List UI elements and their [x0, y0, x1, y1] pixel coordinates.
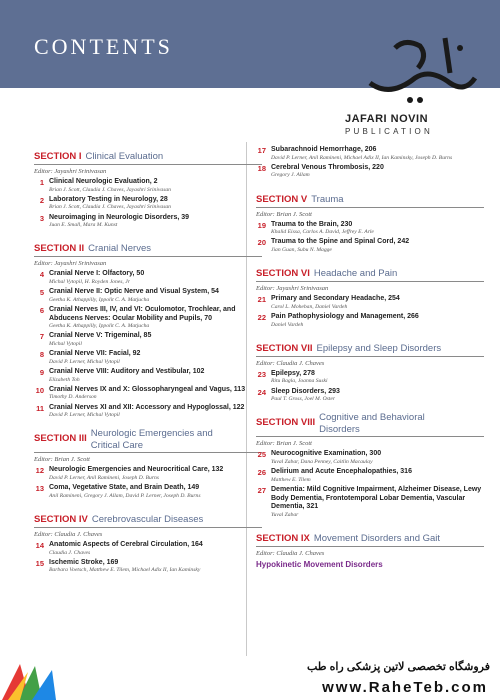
- page-title: CONTENTS: [34, 34, 173, 59]
- chapter-title: [271, 164, 484, 173]
- chapter-entry[interactable]: [256, 388, 484, 404]
- chapter-authors: Daniel Vardeh: [271, 321, 304, 328]
- chapter-authors: Yuval Zabar: [271, 511, 299, 518]
- chapter-entry[interactable]: [256, 468, 484, 484]
- section-number: SECTION IX: [256, 532, 310, 544]
- chapter-title-text: Anatomic Aspects of Cerebral Circulation,: [49, 540, 190, 548]
- chapter-page: 321: [306, 503, 319, 511]
- section-heading: [34, 428, 262, 453]
- section-number: SECTION VIII: [256, 417, 316, 429]
- chapter-entry[interactable]: [256, 370, 484, 386]
- chapter-page: 164: [191, 540, 203, 548]
- section-heading: [256, 528, 484, 547]
- chapter-title: [271, 370, 484, 379]
- section-spacer: [256, 331, 484, 338]
- chapter-page: 2: [153, 178, 158, 185]
- chapter-number: 12: [35, 466, 44, 476]
- section-heading: [256, 338, 484, 357]
- section-title: Neurologic Emergencies and Critical Care: [90, 428, 213, 452]
- store-name: فروشگاه تخصصی لاتین پزشکی راه طب: [306, 661, 490, 673]
- chapter-page: 220: [372, 163, 384, 171]
- section-heading: [256, 189, 484, 208]
- section-heading: [256, 412, 484, 437]
- chapter-title: [49, 196, 262, 205]
- chapter-title-text: Cranial Nerve VII: Facial,: [49, 350, 131, 358]
- chapter-entry[interactable]: [256, 486, 484, 519]
- chapter-entry[interactable]: [34, 306, 262, 330]
- chapter-number: 14: [35, 540, 44, 550]
- section-editor: Editor: Brian J. Scott: [34, 456, 90, 464]
- chapter-number: 6: [39, 305, 44, 315]
- chapter-entry[interactable]: [34, 270, 262, 286]
- chapter-page: 28: [159, 195, 168, 203]
- chapter-number: 18: [257, 163, 266, 173]
- chapter-entry[interactable]: [34, 541, 262, 557]
- chapter-title-text: Clinical Neurologic Evaluation,: [49, 178, 152, 185]
- chapter-authors: Jian Guan, Subu N. Magge: [271, 246, 332, 253]
- section-number: SECTION III: [34, 433, 87, 445]
- chapter-page: 102: [192, 367, 205, 375]
- chapter-title: [271, 450, 484, 459]
- section-spacer: [256, 405, 484, 412]
- chapter-title-text: Dementia: Mild Cognitive Impairment, Alzheimer Disease, Lewy Body Dementia, Frontotemporal Lobar Dementia, Vascular Dementia,: [271, 485, 482, 511]
- chapter-page: 70: [204, 314, 213, 322]
- chapter-page: 230: [340, 220, 353, 228]
- chapter-number: 19: [257, 220, 266, 230]
- chapter-page: 316: [400, 468, 412, 476]
- chapter-entry[interactable]: [256, 221, 484, 237]
- chapter-title: [49, 214, 262, 223]
- section-number: SECTION VII: [256, 342, 313, 354]
- chapter-title: [49, 386, 262, 395]
- section-title: Trauma: [311, 193, 344, 205]
- chapter-entry[interactable]: [34, 178, 262, 194]
- chapter-entry[interactable]: [34, 288, 262, 304]
- chapter-entry[interactable]: [34, 559, 262, 575]
- chapter-title: [49, 270, 262, 279]
- chapter-entry[interactable]: [256, 238, 484, 254]
- chapter-title: [49, 288, 262, 297]
- section-heading: [34, 509, 262, 528]
- chapter-number: 3: [39, 213, 44, 223]
- section-title: Cerebrovascular Diseases: [91, 513, 204, 525]
- chapter-title-text: Coma, Vegetative State, and Brain Death,: [49, 484, 186, 492]
- chapter-page: 278: [303, 369, 315, 377]
- section-title: Movement Disorders and Gait: [313, 532, 441, 544]
- chapter-number: 9: [39, 367, 44, 377]
- chapter-title-text: Pain Pathophysiology and Management,: [271, 312, 406, 320]
- chapter-entry[interactable]: [34, 332, 262, 348]
- fan-decoration-icon: [0, 662, 60, 700]
- chapter-title-text: Primary and Secondary Headache,: [271, 295, 387, 303]
- chapter-authors: Michal Vytopil, H. Royden Jones, Jr: [49, 278, 130, 285]
- chapter-authors: Carol L. Moheban, Daniel Vardeh: [271, 303, 348, 310]
- section-number: SECTION V: [256, 193, 308, 205]
- chapter-authors: Timothy D. Anderson: [49, 394, 97, 401]
- chapter-number: 23: [257, 369, 266, 379]
- chapter-number: 17: [257, 146, 266, 155]
- chapter-number: 22: [257, 312, 266, 322]
- chapter-authors: David P. Lerner, Michal Vytopil: [49, 412, 120, 419]
- chapter-authors: Brian J. Scott, Claudia J. Chaves, Jayashri Srinivasan: [49, 204, 171, 211]
- section-editor: Editor: Jayashri Srinivasan: [256, 285, 329, 293]
- publisher-logo-icon: [350, 28, 480, 108]
- chapter-authors: Gregory J. Allam: [271, 172, 310, 179]
- chapter-authors: Geetha K. Athappilly, Ippolit C. A. Matjucha: [49, 323, 150, 330]
- chapter-entry[interactable]: [34, 350, 262, 366]
- section-editor: Editor: Jayashri Srinivasan: [34, 168, 107, 175]
- chapter-title-text: Laboratory Testing in Neurology,: [49, 195, 159, 203]
- chapter-authors: Brian J. Scott, Claudia J. Chaves, Jayashri Srinivasan: [49, 186, 171, 193]
- chapter-authors: Geetha K. Athappilly, Ippolit C. A. Matjucha: [49, 296, 150, 303]
- section-heading: [34, 238, 262, 257]
- chapter-number: 21: [257, 295, 266, 305]
- chapter-number: 5: [39, 288, 44, 298]
- chapter-title: [49, 559, 262, 568]
- chapter-title-text: Cranial Nerve II: Optic Nerve and Visual System,: [49, 288, 210, 296]
- chapter-page: 50: [136, 270, 145, 278]
- section-number: SECTION IV: [34, 513, 88, 525]
- section-spacer: [256, 256, 484, 263]
- chapter-title-text: Cranial Nerve V: Trigeminal,: [49, 332, 142, 340]
- chapter-number: 15: [35, 558, 44, 568]
- chapter-authors: Paul T. Gross, Joel M. Oster: [271, 396, 336, 403]
- chapter-title: [271, 295, 484, 304]
- chapter-authors: Matthew E. Tilem: [271, 476, 311, 483]
- chapter-authors: Ritu Bagla, Joanna Suski: [271, 378, 328, 385]
- chapter-page: 85: [143, 332, 152, 340]
- chapter-title: [49, 350, 262, 359]
- section-spacer: [256, 521, 484, 528]
- chapter-title-text: Epilepsy,: [271, 369, 302, 377]
- chapter-entry[interactable]: [34, 368, 262, 384]
- chapter-page: 206: [364, 146, 377, 153]
- section-title: Clinical Evaluation: [85, 151, 164, 162]
- chapter-title-text: Cranial Nerves III, IV, and VI: Oculomotor, Trochlear, and Abducens Nerves: Ocular Mobility and Pupils,: [49, 305, 236, 322]
- chapter-title: [271, 388, 484, 397]
- chapter-authors: Juan E. Small, Mara M. Kunst: [49, 222, 118, 229]
- chapter-number: 24: [257, 387, 266, 397]
- section-editor: Editor: Claudia J. Chaves: [256, 549, 325, 557]
- chapter-number: 27: [257, 485, 266, 495]
- chapter-authors: Elizabeth Toh: [49, 376, 80, 383]
- chapter-authors: David P. Lerner, Michal Vytopil: [49, 358, 120, 365]
- publisher-subtitle: PUBLICATION: [345, 127, 433, 136]
- chapter-title-text: Neurologic Emergencies and Neurocritical Care,: [49, 466, 210, 474]
- chapter-entry[interactable]: [34, 466, 262, 482]
- section-spacer: [256, 569, 484, 576]
- chapter-title: [271, 238, 484, 247]
- chapter-title: [49, 484, 262, 493]
- chapter-page: 242: [397, 238, 410, 246]
- chapter-entry[interactable]: [34, 404, 262, 420]
- chapter-entry[interactable]: [256, 146, 484, 162]
- chapter-entry[interactable]: [34, 196, 262, 212]
- section-number: SECTION VI: [256, 268, 310, 280]
- chapter-title: [49, 178, 262, 187]
- chapter-authors: Claudia J. Chaves: [49, 549, 91, 556]
- publisher-name: JAFARI NOVIN: [345, 113, 429, 125]
- chapter-number: 8: [39, 350, 44, 360]
- chapter-title: [49, 541, 262, 550]
- section-title: Headache and Pain: [313, 268, 398, 280]
- chapter-title: [271, 486, 484, 512]
- chapter-number: 13: [35, 484, 44, 494]
- chapter-page: 132: [211, 466, 224, 474]
- chapter-title-text: Cranial Nerve VIII: Auditory and Vestibular,: [49, 367, 191, 375]
- chapter-entry[interactable]: [256, 450, 484, 466]
- store-website-link[interactable]: www.RaheTeb.com: [322, 679, 488, 696]
- chapter-page: 113: [233, 385, 246, 393]
- chapter-title: [49, 306, 262, 323]
- chapter-title-text: Cranial Nerves IX and X: Glossopharyngeal and Vagus,: [49, 385, 232, 393]
- chapter-title-text: Trauma to the Spine and Spinal Cord,: [271, 238, 396, 246]
- chapter-entry[interactable]: [256, 295, 484, 311]
- chapter-entry[interactable]: [34, 214, 262, 230]
- chapter-title-text: Neurocognitive Examination,: [271, 450, 368, 458]
- chapter-title-text: Delirium and Acute Encephalopathies,: [271, 468, 399, 476]
- section-spacer: [34, 577, 262, 584]
- chapter-page: 293: [328, 387, 340, 395]
- chapter-number: 10: [35, 385, 44, 395]
- chapter-page: 266: [407, 312, 419, 320]
- chapter-entry[interactable]: [256, 313, 484, 329]
- section-number: SECTION II: [34, 243, 85, 255]
- chapter-number: 20: [257, 238, 266, 248]
- section-heading: [34, 146, 262, 165]
- section-spacer: [256, 182, 484, 189]
- section-editor: Editor: Claudia J. Chaves: [256, 359, 325, 367]
- section-spacer: [34, 231, 262, 238]
- chapter-page: 54: [211, 288, 219, 296]
- chapter-title-text: Neuroimaging in Neurologic Disorders,: [49, 213, 180, 221]
- chapter-page: 39: [181, 213, 190, 221]
- section-spacer: [34, 421, 262, 428]
- chapter-title: [49, 404, 262, 413]
- chapter-page: 169: [106, 558, 119, 566]
- chapter-title: [271, 468, 484, 477]
- chapter-title-text: Cerebral Venous Thrombosis,: [271, 163, 371, 171]
- chapter-number: 25: [257, 450, 266, 460]
- chapter-title-text: Subarachnoid Hemorrhage,: [271, 146, 363, 153]
- chapter-authors: Michal Vytopil: [49, 340, 82, 347]
- chapter-page: 149: [187, 484, 200, 492]
- chapter-entry[interactable]: [256, 164, 484, 180]
- chapter-title-text: Trauma to the Brain,: [271, 220, 339, 228]
- chapter-number: 4: [39, 270, 44, 280]
- chapter-title: [49, 332, 262, 341]
- chapter-authors: Khalid Eissa, Carlos A. David, Jeffrey E. Arle: [271, 229, 374, 236]
- section-spacer: [34, 502, 262, 509]
- subsection-heading: Hypokinetic Movement Disorders: [256, 559, 383, 569]
- chapter-page: 254: [388, 295, 400, 303]
- section-editor: Editor: Claudia J. Chaves: [34, 530, 103, 538]
- chapter-title: [271, 221, 484, 230]
- section-editor: Editor: Brian J. Scott: [256, 210, 312, 218]
- chapter-title-text: Cranial Nerves XI and XII: Accessory and Hypoglossal,: [49, 403, 231, 411]
- chapter-title-text: Ischemic Stroke,: [49, 558, 105, 566]
- chapter-title: [49, 368, 262, 377]
- chapter-number: 11: [36, 403, 44, 413]
- chapter-authors: Barbara Voetsch, Matthew E. Tilem, Michael Adix II, Ian Kaminsky: [49, 567, 201, 574]
- chapter-entry[interactable]: [34, 386, 262, 402]
- chapter-title: [271, 146, 484, 155]
- chapter-title: [49, 466, 262, 475]
- section-number: SECTION I: [34, 151, 82, 162]
- chapter-number: 26: [257, 468, 266, 478]
- chapter-title-text: Cranial Nerve I: Olfactory,: [49, 270, 135, 278]
- section-title: Cranial Nerves: [88, 243, 151, 255]
- section-editor: Editor: Jayashri Srinivasan: [34, 260, 107, 268]
- chapter-authors: David P. Lerner, Anil Ramineni, Michael Adix II, Ian Kaminsky, Joseph D. Burns: [271, 154, 453, 161]
- chapter-page: 122: [232, 403, 245, 411]
- section-title: Cognitive and Behavioral Disorders: [319, 412, 425, 436]
- chapter-page: 92: [132, 350, 141, 358]
- right-column: [256, 146, 484, 576]
- chapter-authors: Anil Ramineni, Gregory J. Allam, David P. Lerner, Joseph D. Burns: [49, 492, 201, 499]
- chapter-entry[interactable]: [34, 484, 262, 500]
- section-editor: Editor: Brian J. Scott: [256, 440, 312, 448]
- section-heading: [256, 263, 484, 282]
- chapter-title: [271, 313, 484, 322]
- chapter-page: 300: [369, 450, 382, 458]
- section-title: Epilepsy and Sleep Disorders: [316, 342, 442, 354]
- chapter-number: 1: [39, 178, 44, 187]
- chapter-number: 7: [39, 332, 44, 342]
- chapter-number: 2: [39, 195, 44, 205]
- chapter-authors: Yuval Zabar, Dana Penney, Caitlin Macaulay: [271, 458, 373, 465]
- chapter-authors: David P. Lerner, Anil Ramineni, Joseph D. Burns: [49, 474, 159, 481]
- left-column: [34, 146, 262, 584]
- chapter-title-text: Sleep Disorders,: [271, 387, 327, 395]
